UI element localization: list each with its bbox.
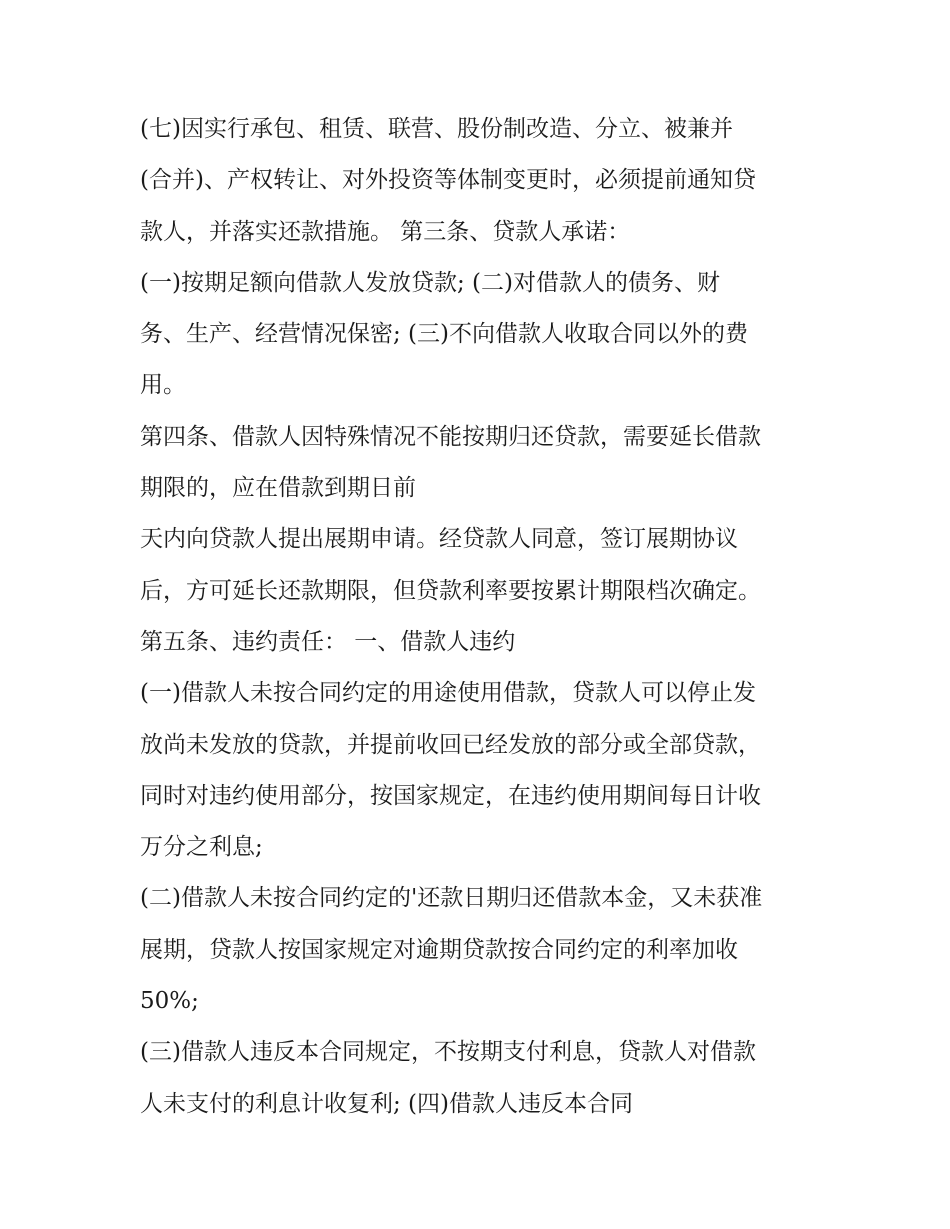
- text-line: 后，方可延长还款期限，但贷款利率要按累计期限档次确定。: [140, 577, 761, 604]
- text-line: 同时对违约使用部分，按国家规定，在违约使用期间每日计收: [140, 782, 761, 809]
- text-line: 期限的，应在借款到期日前: [140, 475, 416, 502]
- text-line: (合并)、产权转让、对外投资等体制变更时，必须提前通知贷: [140, 167, 756, 194]
- text-line: 天内向贷款人提出展期申请。经贷款人同意，签订展期协议: [140, 526, 738, 553]
- text-line: 展期，贷款人按国家规定对逾期贷款按合同约定的利率加收: [140, 936, 738, 963]
- text-line: 万分之利息;: [140, 834, 263, 861]
- text-line: (三)借款人违反本合同规定，不按期支付利息，贷款人对借款: [140, 1039, 756, 1066]
- text-line: (一)借款人未按合同约定的用途使用借款，贷款人可以停止发: [140, 680, 756, 707]
- text-line: (七)因实行承包、租赁、联营、股份制改造、分立、被兼并: [140, 116, 733, 142]
- text-line: 50%;: [140, 988, 199, 1015]
- text-line: 务、生产、经营情况保密; (三)不向借款人收取合同以外的费: [140, 321, 749, 348]
- text-line: 用。: [140, 372, 186, 399]
- text-line: 第五条、违约责任： 一、借款人违约: [140, 628, 516, 655]
- text-line: (一)按期足额向借款人发放贷款; (二)对借款人的债务、财: [140, 269, 720, 296]
- text-line: 放尚未发放的贷款，并提前收回已经发放的部分或全部贷款，: [140, 731, 761, 758]
- text-line: 款人，并落实还款措施。 第三条、贷款人承诺：: [140, 218, 631, 245]
- document-body: [140, 104, 840, 1130]
- text-line: 人未支付的利息计收复利; (四)借款人违反本合同: [140, 1090, 634, 1117]
- text-line: (二)借款人未按合同约定的'还款日期归还借款本金，又未获准: [140, 885, 763, 912]
- text-line: 第四条、借款人因特殊情况不能按期归还贷款，需要延长借款: [140, 423, 761, 450]
